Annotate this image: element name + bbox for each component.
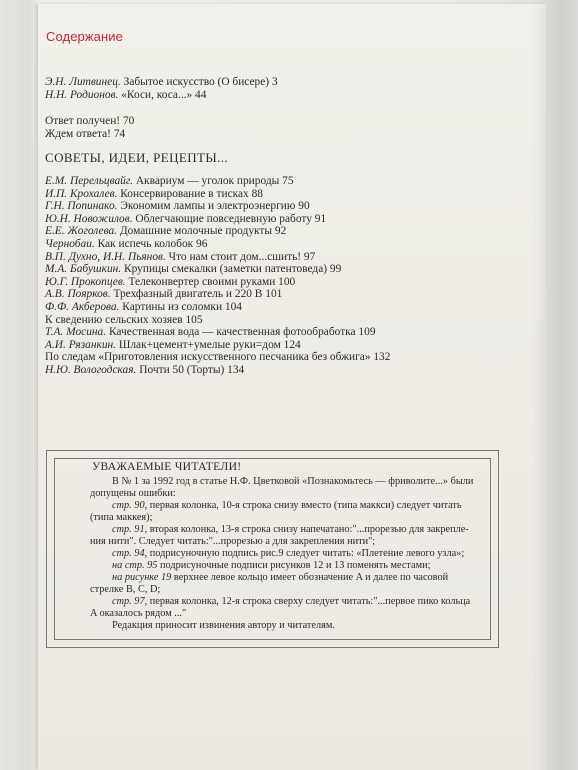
notice-line: Редакция приносит извинения автору и читателям. <box>112 620 335 631</box>
entry-title: Аквариум — уголок природы 75 <box>132 175 294 187</box>
contents-group-1 <box>45 76 278 101</box>
contents-entry <box>45 251 390 264</box>
notice-line: (типа маккея); <box>90 512 153 523</box>
entry-title: Трехфазный двигатель и 220 В 101 <box>110 288 283 301</box>
contents-entry <box>45 225 390 238</box>
contents-entry <box>45 276 390 289</box>
notice-line: стрелке B, C, D; <box>90 584 161 595</box>
entry-author: А.В. Поярков. <box>45 288 111 301</box>
contents-entry <box>45 364 390 377</box>
entry-author: Чернобаи. <box>45 237 95 250</box>
entry-author: В.П. Духно, И.Н. Пьянов. <box>45 250 166 263</box>
contents-entry <box>45 301 390 314</box>
entry-author: М.А. Бабушкин. <box>45 263 122 276</box>
contents-entry <box>45 89 278 102</box>
entry-author: Е.М. Перельцвайг. <box>45 175 133 187</box>
contents-entry <box>45 238 390 251</box>
section-entries <box>45 175 390 377</box>
entry-author: Ю.Н. Новожилов. <box>45 212 133 225</box>
entry-author: Ю.Г. Прокопцев. <box>45 275 126 288</box>
entry-title: Экономим лампы и электроэнергию 90 <box>117 200 310 213</box>
entry-author: Н.Ю. Вологодская. <box>45 363 137 376</box>
contents-entry <box>45 213 390 226</box>
entry-author: Е.Е. Жоголева. <box>45 225 118 238</box>
entry-title: Телеконвертер своими руками 100 <box>125 275 296 288</box>
notice-line: допущены ошибки: <box>90 488 176 499</box>
notice-title: УВАЖАЕМЫЕ ЧИТАТЕЛИ! <box>92 460 242 473</box>
entry-author: Т.А. Мосина. <box>45 326 107 339</box>
contents-group-2 <box>45 115 134 140</box>
entry-title: Почти 50 (Торты) 134 <box>136 363 245 376</box>
contents-entry: Ждем ответа! 74 <box>45 127 126 140</box>
entry-title: Домашние молочные продукты 92 <box>117 225 287 238</box>
notice-line: В № 1 за 1992 год в статье Н.Ф. Цветковой «Познакомьтесь — фриволите...» были <box>112 476 474 487</box>
contents-entry <box>45 175 390 188</box>
entry-title: Забытое искусство (О бисере) 3 <box>120 76 278 88</box>
entry-author: Н.Н. Родионов. <box>45 88 119 101</box>
entry-author: Э.Н. Литвинец. <box>45 76 121 88</box>
entry-title: Качественная вода — качественная фотообработка 109 <box>106 326 376 339</box>
notice-line: стр. 97, первая колонка, 12-я строка сверху следует читать:"...первое пико кольца <box>112 596 471 607</box>
entry-title: Облегчающие повседневную работу 91 <box>132 212 327 225</box>
notice-line: A оказалось рядом ..." <box>90 608 187 619</box>
section-title: СОВЕТЫ, ИДЕИ, РЕЦЕПТЫ... <box>45 150 229 165</box>
entry-author: А.И. Рязанкин. <box>45 338 117 351</box>
contents-entry: Ответ получен! 70 <box>45 115 135 127</box>
notice-line: стр. 91, вторая колонка, 13-я строка снизу напечатано:"...прорезью для закрепле- <box>112 524 469 535</box>
contents-entry <box>45 339 390 352</box>
entry-title: К сведению сельских хозяев 105 <box>45 313 203 326</box>
contents-entry <box>45 351 390 364</box>
contents-entry <box>45 76 278 89</box>
notice-line: стр. 94, подрисуночную подпись рис.9 следует читать: «Плетение левого узла»; <box>112 548 465 559</box>
entry-author: И.П. Крохалев. <box>45 187 118 200</box>
contents-entry <box>45 314 390 327</box>
entry-author: Г.Н. Попинако. <box>45 200 118 213</box>
entry-title: Как испечь колобок 96 <box>94 237 208 250</box>
notice-line: стр. 90, первая колонка, 10-я строка снизу вместо (типа маккси) следует читать <box>112 500 462 511</box>
contents-entry <box>45 326 390 339</box>
entry-title: Шлак+цемент+умелые руки=дом 124 <box>116 338 301 351</box>
entry-title: Крупицы смекалки (заметки патентоведа) 99 <box>121 263 342 276</box>
contents-entry <box>45 263 390 276</box>
entry-title: Консервирование в тисках 88 <box>117 187 263 200</box>
notice-line: на рисунке 19 верхнее левое кольцо имеет обозначение A и далее по часовой <box>112 572 449 583</box>
contents-entry <box>45 288 390 301</box>
entry-title: «Коси, коса...» 44 <box>118 88 207 101</box>
contents-entry <box>45 188 390 201</box>
entry-title: По следам «Приготовления искусственного песчаника без обжига» 132 <box>45 351 391 364</box>
entry-title: Что нам стоит дом...сшить! 97 <box>165 250 316 263</box>
contents-entry <box>45 200 390 213</box>
contents-heading: Содержание <box>46 29 123 44</box>
entry-author: Ф.Ф. Акберова. <box>45 300 120 313</box>
notice-line: на стр. 95 подрисуночные подписи рисунков 12 и 13 поменять местами; <box>112 560 431 571</box>
notice-line: ния нити". Следует читать:"...прорезью а для закрепления нити"; <box>90 536 376 547</box>
page-edge-shadow <box>532 4 546 770</box>
entry-title: Картины из соломки 104 <box>119 300 242 313</box>
